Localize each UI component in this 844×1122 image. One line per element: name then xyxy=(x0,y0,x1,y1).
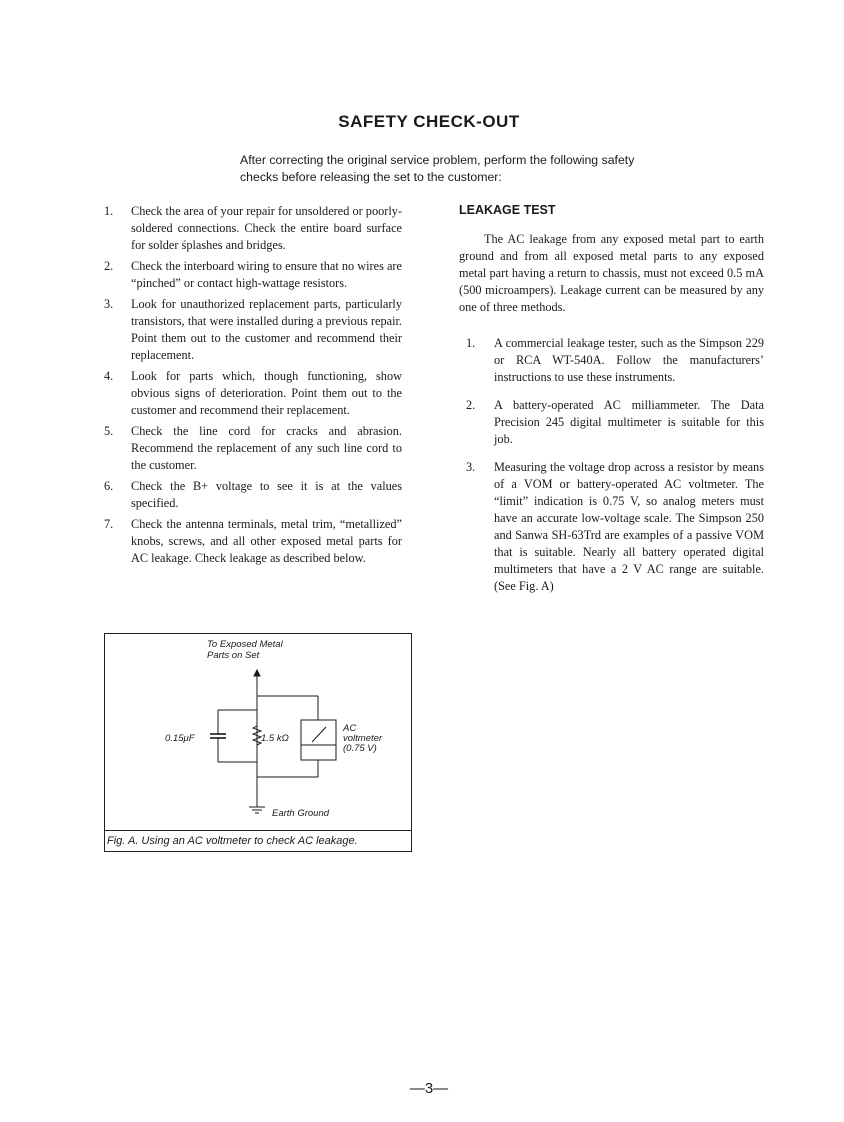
safety-check-item xyxy=(104,423,402,474)
leakage-method-item xyxy=(466,459,764,595)
safety-check-item-text: Check the line cord for cracks and abrasion. Recommend the replacement of any such line cord to the customer. xyxy=(131,424,402,472)
leakage-test-heading: LEAKAGE TEST xyxy=(459,203,556,217)
safety-check-item xyxy=(104,258,402,292)
leakage-method-item-number: 2. xyxy=(466,398,476,412)
leakage-test-paragraph: The AC leakage from any exposed metal part to earth ground and from all exposed metal parts to any exposed metal part having a return to chassis, must not exceed 0.5 mA (500 microampers). Leakage current can be measured by any one of three methods. xyxy=(459,232,764,314)
arrow-icon xyxy=(254,670,260,676)
safety-check-item-number: 6. xyxy=(104,479,114,493)
safety-check-item-text: Check the B+ voltage to see it is at the values specified. xyxy=(131,479,402,510)
figure-a xyxy=(104,633,412,852)
safety-check-item xyxy=(104,478,402,512)
voltmeter-symbol xyxy=(301,720,336,760)
page-number: —3— xyxy=(409,1080,449,1097)
safety-check-item xyxy=(104,203,402,254)
safety-check-item-text: Check the antenna terminals, metal trim, “metallized” knobs, screws, and all other exposed metal parts for AC leakage. Check leakage as described below. xyxy=(131,517,402,565)
safety-check-item xyxy=(104,516,402,567)
safety-check-list xyxy=(104,203,402,571)
safety-check-item-text: Check the interboard wiring to ensure that no wires are “pinched” or contact high-wattage resistors. xyxy=(131,259,402,290)
leakage-method-list xyxy=(466,335,764,606)
safety-check-item xyxy=(104,296,402,364)
leakage-circuit-diagram xyxy=(105,634,413,832)
safety-check-item-text: Look for parts which, though functioning, show obvious signs of deterioration. Point them out to the customer and recommend their replacement. xyxy=(131,369,402,417)
safety-check-item-number: 5. xyxy=(104,424,114,438)
safety-check-item-number: 1. xyxy=(104,204,114,218)
resistor-value: 1.5 kΩ xyxy=(261,733,289,744)
meter-label-range: (0.75 V) xyxy=(343,743,377,754)
leakage-method-item-number: 3. xyxy=(466,460,476,474)
safety-check-item-number: 2. xyxy=(104,259,114,273)
leakage-method-item-number: 1. xyxy=(466,336,476,350)
figure-caption: Fig. A. Using an AC voltmeter to check AC leakage. xyxy=(105,830,411,851)
safety-check-item-text: Check the area of your repair for unsoldered or poorly-soldered connections. Check the entire board surface for solder śplashes and bridges. xyxy=(131,204,402,252)
safety-check-item-number: 4. xyxy=(104,369,114,383)
safety-check-item-text: Look for unauthorized replacement parts, particularly transistors, that were installed during a previous repair. Point them out to the customer and recommend their replacement. xyxy=(131,297,402,362)
label-exposed-metal: To Exposed Metal xyxy=(207,639,283,650)
leakage-method-item xyxy=(466,335,764,386)
meter-label-voltmeter: voltmeter xyxy=(343,733,383,744)
meter-label-ac: AC xyxy=(343,723,357,734)
safety-check-item-number: 7. xyxy=(104,517,114,531)
label-parts-on-set: Parts on Set xyxy=(207,650,260,661)
leakage-method-item-text: A battery-operated AC milliammeter. The Data Precision 245 digital multimeter is suitable for this job. xyxy=(494,398,764,446)
leakage-method-item-text: Measuring the voltage drop across a resistor by means of a VOM or battery-operated AC voltmeter. The “limit” indication is 0.75 V, so analog meters must have an accurate low-voltage scale. The Simpson 250 and Sanwa SH-63Trd are examples of a passive VOM that is suitable. Nearly all battery operated digital multimeters that have a 2 V AC range are suitable. (See Fig. A) xyxy=(494,460,764,593)
capacitor-value: 0.15μF xyxy=(165,733,195,744)
safety-check-item xyxy=(104,368,402,419)
intro-text: After correcting the original service problem, perform the following safety checks before releasing the set to the customer: xyxy=(240,153,635,184)
ground-label: Earth Ground xyxy=(272,808,330,819)
leakage-method-item-text: A commercial leakage tester, such as the Simpson 229 or RCA WT-540A. Follow the manufacturers’ instructions to use these instruments. xyxy=(494,336,764,384)
leakage-method-item xyxy=(466,397,764,448)
page-title: SAFETY CHECK-OUT xyxy=(338,112,520,131)
safety-check-item-number: 3. xyxy=(104,297,114,311)
